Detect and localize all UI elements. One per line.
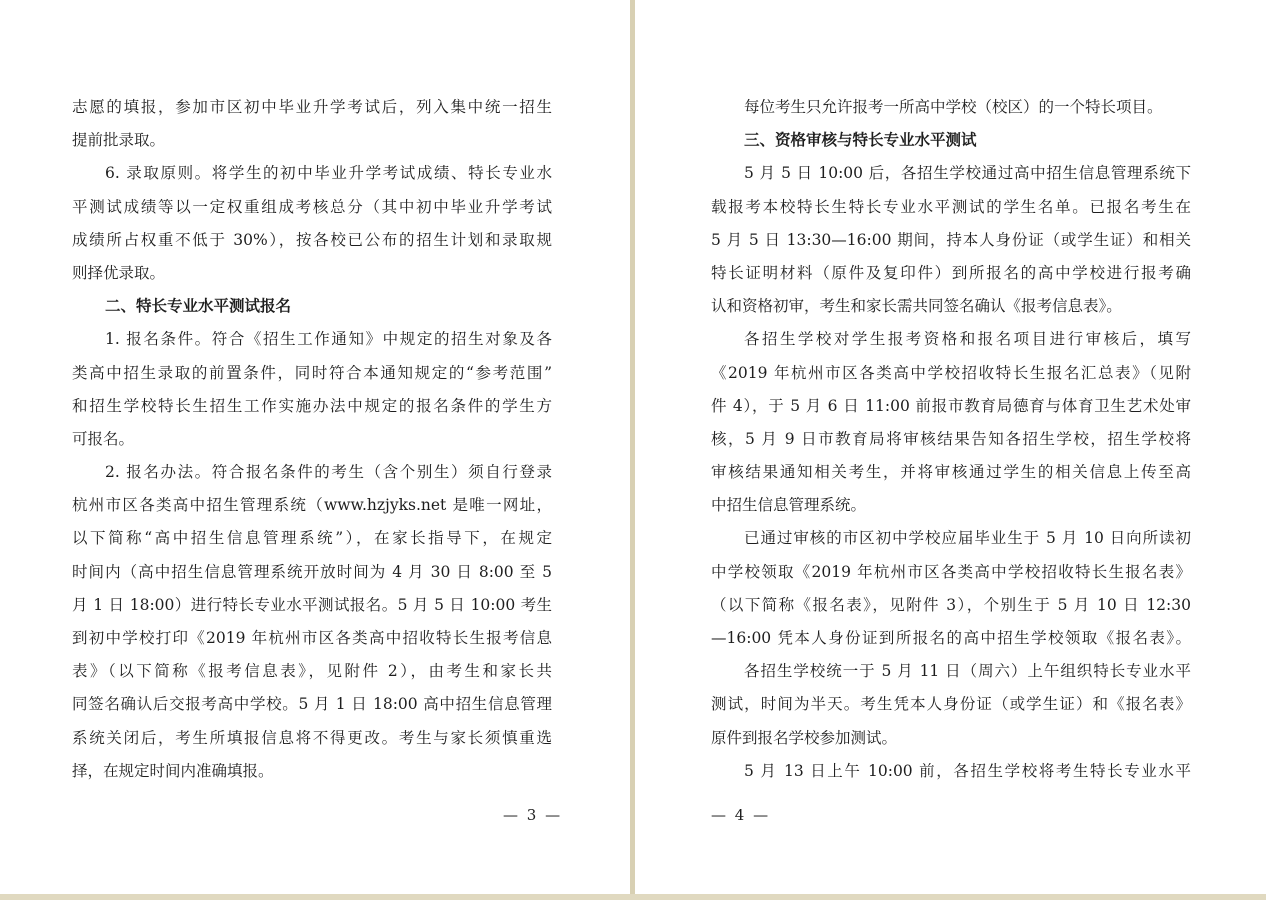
viewer-bottom-edge	[0, 894, 1266, 900]
text-line: 6. 录取原则。将学生的初中毕业升学考试成绩、特长专业水	[105, 164, 552, 183]
text-line: 表》（以下简称《报考信息表》，见附件 2），由考生和家长共	[72, 662, 552, 681]
text-line: 到初中学校打印《2019 年杭州市区各类高中招收特长生报考信息	[72, 629, 552, 647]
page-number: — 3 —	[503, 806, 563, 824]
page-body	[711, 91, 1191, 788]
text-line: 提前批录取。	[72, 131, 166, 150]
text-line: 杭州市区各类高中招生管理系统（www.hzjyks.net 是唯一网址，	[72, 496, 552, 515]
text-line: 测试，时间为半天。考生凭本人身份证（或学生证）和《报名表》	[711, 695, 1191, 714]
text-line: 已通过审核的市区初中学校应届毕业生于 5 月 10 日向所读初	[744, 529, 1191, 548]
text-line: 时间内（高中招生信息管理系统开放时间为 4 月 30 日 8:00 至 5	[72, 562, 552, 581]
page-number: — 4 —	[711, 806, 771, 824]
text-line: 每位考生只允许报考一所高中学校（校区）的一个特长项目。	[744, 98, 1163, 116]
text-line: 审核结果通知相关考生，并将审核通过学生的相关信息上传至高	[711, 463, 1191, 482]
page-body	[72, 91, 552, 788]
text-line: 平测试成绩等以一定权重组成考核总分（其中初中毕业升学考试	[72, 197, 552, 216]
text-line: 以下简称“高中招生信息管理系统”），在家长指导下，在规定	[72, 529, 552, 548]
text-line: 可报名。	[72, 429, 135, 448]
text-line: 5 月 5 日 10:00 后，各招生学校通过高中招生信息管理系统下	[744, 164, 1191, 183]
text-line: 原件到报名学校参加测试。	[711, 728, 898, 747]
section-heading: 二、特长专业水平测试报名	[105, 297, 292, 316]
text-line: 成绩所占权重不低于 30%），按各校已公布的招生计划和录取规	[72, 230, 552, 249]
document-page-right	[635, 0, 1266, 894]
text-line: 认和资格初审，考生和家长需共同签名确认《报考信息表》。	[711, 297, 1122, 316]
text-line: 中招生信息管理系统。	[711, 496, 867, 515]
text-line: 月 1 日 18:00）进行特长专业水平测试报名。5 月 5 日 10:00 考生	[72, 595, 552, 614]
text-line: 1. 报名条件。符合《招生工作通知》中规定的招生对象及各	[105, 330, 552, 349]
text-line: 系统关闭后，考生所填报信息将不得更改。考生与家长须慎重选	[72, 728, 552, 747]
text-line: 各招生学校统一于 5 月 11 日（周六）上午组织特长专业水平	[744, 662, 1191, 681]
text-line: —16:00 凭本人身份证到所报名的高中招生学校领取《报名表》。	[711, 629, 1191, 647]
text-line: 特长证明材料（原件及复印件）到所报名的高中学校进行报考确	[711, 263, 1191, 282]
text-line: 5 月 13 日上午 10:00 前，各招生学校将考生特长专业水平	[744, 761, 1191, 780]
text-line: 2. 报名办法。符合报名条件的考生（含个别生）须自行登录	[105, 463, 552, 482]
text-line: 志愿的填报，参加市区初中毕业升学考试后，列入集中统一招生	[72, 98, 552, 116]
text-line: 同签名确认后交报考高中学校。5 月 1 日 18:00 高中招生信息管理	[72, 695, 552, 714]
text-line: 和招生学校特长生招生工作实施办法中规定的报名条件的学生方	[72, 396, 552, 415]
text-line: 《2019 年杭州市区各类高中学校招收特长生报名汇总表》（见附	[711, 363, 1191, 382]
section-heading: 三、资格审核与特长专业水平测试	[744, 131, 977, 150]
text-line: 各招生学校对学生报考资格和报名项目进行审核后，填写	[744, 330, 1191, 349]
text-line: （以下简称《报名表》，见附件 3），个别生于 5 月 10 日 12:30	[711, 595, 1191, 614]
text-line: 5 月 5 日 13:30—16:00 期间，持本人身份证（或学生证）和相关	[711, 230, 1191, 249]
text-line: 择，在规定时间内准确填报。	[72, 761, 274, 780]
text-line: 核，5 月 9 日市教育局将审核结果告知各招生学校，招生学校将	[711, 429, 1191, 448]
document-page-left	[0, 0, 630, 894]
text-line: 载报考本校特长生特长专业水平测试的学生名单。已报名考生在	[711, 197, 1191, 216]
text-line: 类高中招生录取的前置条件，同时符合本通知规定的“参考范围”	[72, 363, 552, 382]
text-line: 中学校领取《2019 年杭州市区各类高中学校招收特长生报名表》	[711, 562, 1191, 581]
text-line: 则择优录取。	[72, 263, 166, 282]
text-line: 件 4），于 5 月 6 日 11:00 前报市教育局德育与体育卫生艺术处审	[711, 396, 1191, 415]
